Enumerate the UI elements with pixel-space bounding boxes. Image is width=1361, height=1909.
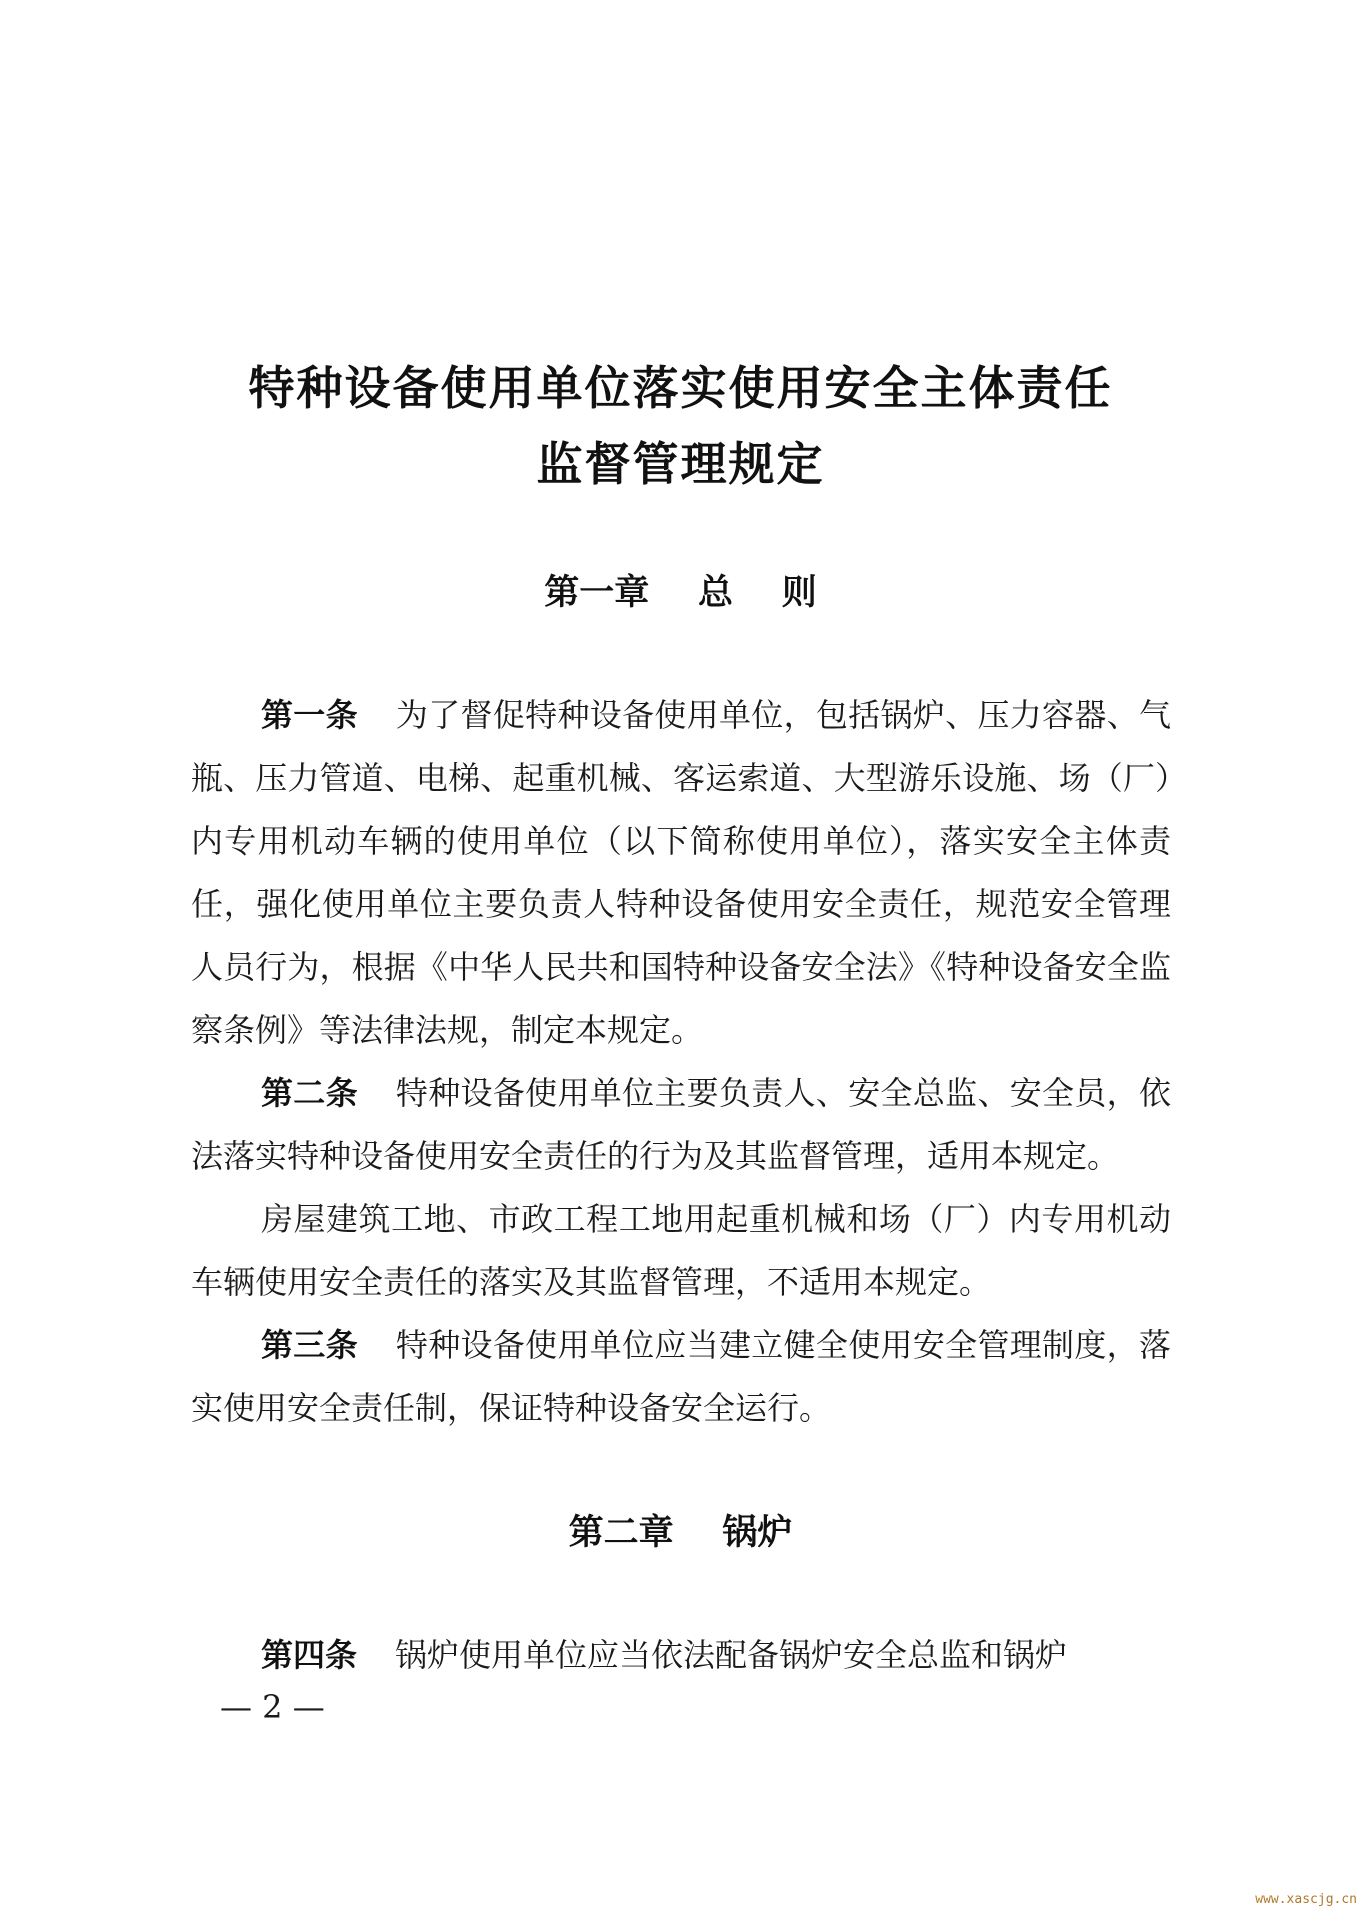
article-1 [191, 684, 1171, 1062]
article-3 [191, 1314, 1171, 1440]
article-2 [191, 1062, 1171, 1188]
chapter-1-body [191, 684, 1171, 1440]
article-text: 特种设备使用单位主要负责人、安全总监、安全员，依法落实特种设备使用安全责任的行为及其监督管理，适用本规定。 [191, 1074, 1171, 1175]
article-text: 特种设备使用单位应当建立健全使用安全管理制度，落实使用安全责任制，保证特种设备安全运行。 [191, 1326, 1171, 1427]
document-title-line-1: 特种设备使用单位落实使用安全主体责任 [248, 361, 1113, 415]
article-label: 第四条 [261, 1636, 358, 1674]
article-text: 为了督促特种设备使用单位，包括锅炉、压力容器、气瓶、压力管道、电梯、起重机械、客运索道、大型游乐设施、场（厂）内专用机动车辆的使用单位（以下简称使用单位），落实安全主体责任，强化使用单位主要负责人特种设备使用安全责任，规范安全管理人员行为，根据《中华人民共和国特种设备安全法》《特种设备安全监察条例》等法律法规，制定本规定。 [191, 696, 1171, 1049]
chapter-2-heading: 第二章 锅炉 [568, 1513, 793, 1553]
article-text: 锅炉使用单位应当依法配备锅炉安全总监和锅炉 [395, 1636, 1068, 1674]
article-label: 第三条 [261, 1326, 358, 1364]
page-number: — 2 — [220, 1688, 325, 1726]
paragraph-text: 房屋建筑工地、市政工程工地用起重机械和场（厂）内专用机动车辆使用安全责任的落实及其监督管理，不适用本规定。 [191, 1200, 1171, 1301]
article-label: 第二条 [261, 1074, 358, 1112]
document-title-line-2: 监督管理规定 [536, 437, 825, 491]
article-4 [191, 1624, 1171, 1687]
watermark: www.xascjg.cn [1255, 1892, 1357, 1907]
article-2-paragraph-2 [191, 1188, 1171, 1314]
article-label: 第一条 [261, 696, 358, 734]
chapter-2-body [191, 1624, 1171, 1687]
chapter-1-heading: 第一章 总 则 [544, 573, 817, 613]
